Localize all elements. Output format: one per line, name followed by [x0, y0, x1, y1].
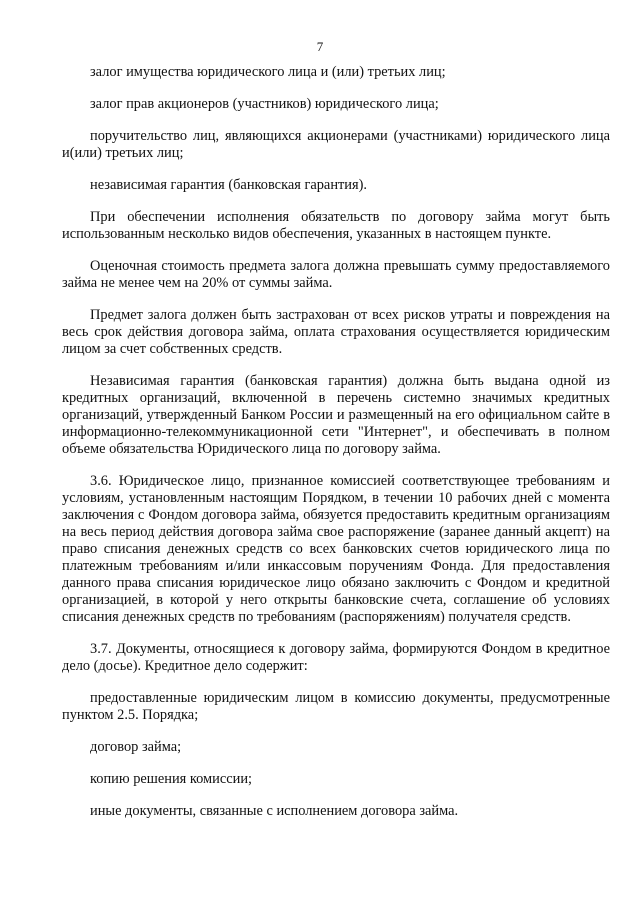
- paragraph-collateral-insurance: Предмет залога должен быть застрахован от всех рисков утраты и повреждения на весь срок действия договора займа, оплата страхования осуществляется юридическим лицом за счет собственных средств.: [62, 307, 610, 357]
- paragraph-multiple-securities: При обеспечении исполнения обязательств по договору займа могут быть использованным несколько видов обеспечения, указанных в настоящем пункте.: [62, 209, 610, 242]
- list-item-shareholder-rights-pledge: залог прав акционеров (участников) юридического лица;: [90, 96, 439, 112]
- list-item-commission-decision: копию решения комиссии;: [90, 771, 253, 787]
- paragraph-3-7: 3.7. Документы, относящиеся к договору займа, формируются Фондом в кредитное дело (досье). Кредитное дело содержит:: [62, 641, 610, 674]
- paragraph-3-6: 3.6. Юридическое лицо, признанное комиссией соответствующее требованиям и условиям, установленным настоящим Порядком, в течении 10 рабочих дней с момента заключения с Фондом договора займа, обязуется предоставить кредитным организациям на весь период действия договора займа свое распоряжение (заранее данный акцепт) на право списания денежных средств со всех банковских счетов юридического лица по платежным требованиям и/или инкассовым поручениям Фонда. Для предоставления данного права списания юридическое лицо обязано заключить с Фондом и кредитной организацией, в которой у него открыты банковские счета, соглашение об условиях списания денежных средств по требованиям (распоряжениям) получателя средств.: [62, 473, 610, 625]
- paragraph-collateral-value: Оценочная стоимость предмета залога должна превышать сумму предоставляемого займа не менее чем на 20% от суммы займа.: [62, 258, 610, 291]
- document-body: [62, 64, 610, 820]
- paragraph-guarantee-issuer: Независимая гарантия (банковская гарантия) должна быть выдана одной из кредитных организаций, включенной в перечень системно значимых кредитных организаций, утвержденный Банком России и размещенный на его официальном сайте в информационно-телекоммуникационной сети "Интернет", и обеспечивать в полном объеме обязательства Юридического лица по договору займа.: [62, 373, 610, 457]
- list-item-loan-agreement: договор займа;: [90, 739, 182, 755]
- list-item-bank-guarantee: независимая гарантия (банковская гарантия).: [90, 177, 368, 193]
- list-item-property-pledge: залог имущества юридического лица и (или) третьих лиц;: [90, 64, 446, 80]
- list-item-surety: поручительство лиц, являющихся акционерами (участниками) юридического лица и(или) третьих лиц;: [62, 128, 610, 161]
- page-number: 7: [316, 39, 324, 54]
- list-item-submitted-documents: предоставленные юридическим лицом в комиссию документы, предусмотренные пунктом 2.5. Порядка;: [62, 690, 610, 723]
- list-item-other-documents: иные документы, связанные с исполнением договора займа.: [90, 803, 459, 819]
